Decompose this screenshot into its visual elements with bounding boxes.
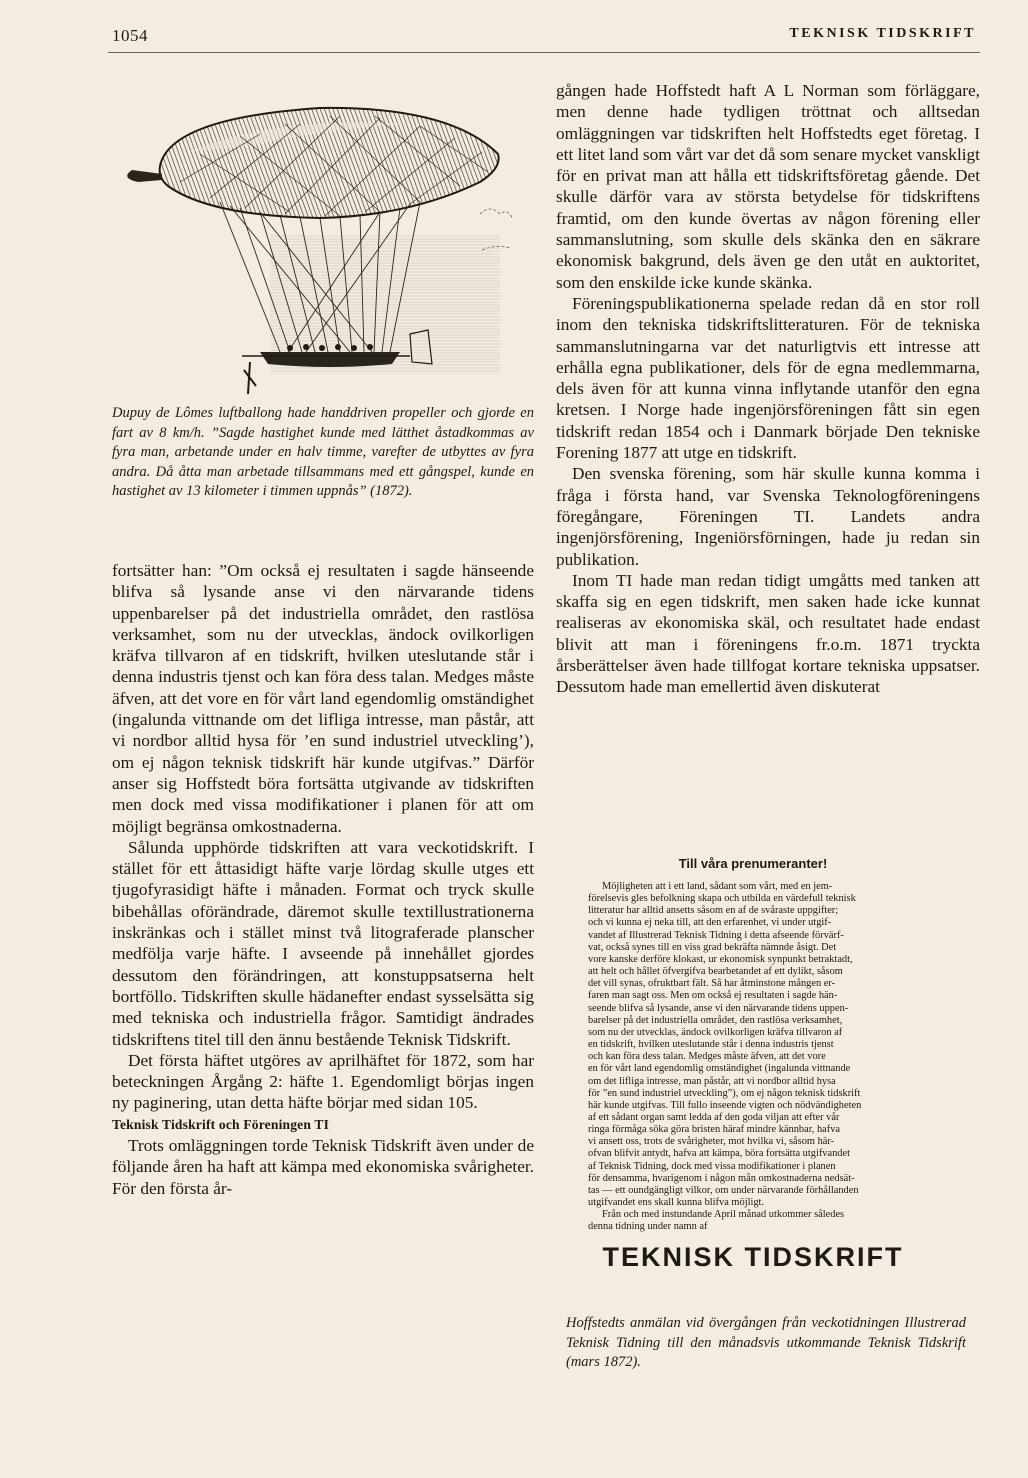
announcement-line: förelsevis gles befolkning skapa och utbilda en värdefull teknisk bbox=[588, 893, 856, 905]
body-paragraph: Inom TI hade man redan tidigt umgåtts med tanken att skaffa sig en egen tidskrift, men saken hade icke kunnat realiseras av ekonomiska skäl, och resultatet hade endast blivit att man i föreningens fr.o.m. 1871 tryckta årsberättelser även hade tillfogat kortare tekniska uppsatser. Dessutom hade man emellertid även diskuterat bbox=[556, 570, 980, 697]
right-column bbox=[556, 80, 980, 698]
body-paragraph: Föreningspublikationerna spelade redan då en stor roll inom den tekniska tidskriftslitteraturen. För de tekniska sammanslutningarna var det naturligtvis ett intresse att erhålla egna publikationer, dels för de egna medlemmarna, dels även för att kunna vinna inflytande utanför den egna kretsen. I Norge hade ingenjörsföreningen fått sin egen tidskrift redan 1854 och i Danmark började Den tekniske Forening 1877 att utge en tidskrift. bbox=[556, 293, 980, 463]
announcement-line: utgifvandet ens skall kunna blifva möjligt. bbox=[588, 1197, 765, 1209]
announcement-line: att helt och hållet öfvergifva bearbetandet af ett dylikt, såsom bbox=[588, 966, 843, 978]
announcement-body bbox=[588, 881, 918, 1234]
announcement-line: och vi kunna ej neka till, att den erfarenhet, vi under utgif- bbox=[588, 917, 832, 929]
announcement-line: tas — ett oundgängligt vilkor, om under närvarande förhållanden bbox=[588, 1184, 859, 1196]
announcement-caption: Hoffstedts anmälan vid övergången från veckotidningen Illustrerad Teknisk Tidning till den månadsvis utkommande Teknisk Tidskrift (mars 1872). bbox=[566, 1315, 966, 1371]
announcement-line: vore kanske derföre klokast, ur ekonomisk synpunkt betraktadt, bbox=[588, 953, 853, 965]
body-paragraph: Sålunda upphörde tidskriften att vara veckotidskrift. I stället för ett åttasidigt häfte varje lördag skulle utges ett tjugofyrasidigt häfte i månaden. Format och tryck skulle bibehållas oförändrade, däremot skulle textillustrationerna inskränkas och i stället minst två litograferade planscher medfölja varje häfte. I avseende på innehållet gjordes dessutom den förändringen, att konstuppsatserna helt bortföllo. Tidskriften skulle hädanefter endast sysselsätta sig med tekniska och industriella frågor. Samtidigt ändrades tidskriftens titel till den ännu bestående Teknisk Tidskrift. bbox=[112, 837, 534, 1049]
announcement-line: vandet af Illustrerad Teknisk Tidning i detta afseende förvärf- bbox=[588, 929, 844, 941]
announcement-line: för ”en sund industriel utveckling”), om ej någon teknisk tidskrift bbox=[588, 1087, 861, 1099]
body-paragraph: Den svenska förening, som här skulle kunna komma i fråga i första hand, var Svenska Teknologföreningens föregångare, Föreningen TI. Landets andra ingenjörsförening, Ingeniörsförningen, hade ju redan sin publikation. bbox=[556, 464, 980, 569]
body-paragraph: gången hade Hoffstedt haft A L Norman som förläggare, men denne hade tydligen tröttnat och alltsedan omläggningen var tidskriften helt Hoffstedts eget företag. I ett litet land som vårt var det då som senare mycket vanskligt för en privat man att hålla ett tidskriftsföretag gående. Det skulle därför vara av största betydelse för tidskriftens framtid, om den kunde övertas av någon förening eller sammanslutning, som skulle dels skänka den en säkrare ekonomisk bakgrund, dels även ge den utåt en auktoritet, som den enskilde icke kunde skänka. bbox=[556, 81, 980, 292]
airship-engraving-icon bbox=[110, 94, 540, 404]
announcement-line: för densamma, hvarigenom i någon mån omkostnaderna nedsät- bbox=[588, 1172, 855, 1184]
airship-illustration bbox=[110, 94, 540, 404]
announcement-line: af ett sådant organ samt ledda af den goda viljan att efter vår bbox=[588, 1111, 840, 1123]
announcement-line: litteratur har alltid ansetts såsom en af de svåraste uppgifter; bbox=[588, 905, 839, 917]
header-rule bbox=[108, 52, 980, 53]
announcement-line: Möjligheten att i ett land, sådant som vårt, med en jem- bbox=[602, 881, 833, 892]
announcement-line: Från och med instundande April månad utkommer således bbox=[602, 1209, 845, 1221]
announcement-line: barelser på det industriella området, den rastlösa verksamhet, bbox=[588, 1014, 843, 1026]
body-paragraph: Det första häftet utgöres av aprilhäftet för 1872, som har beteckningen Årgång 2: häfte 1. Egendomligt börjas ingen ny paginering, utan detta häfte börjar med sidan 105. bbox=[112, 1050, 534, 1113]
announcement-line: seende blifva så lysande, anse vi den närvarande tidens uppen- bbox=[588, 1002, 849, 1014]
announcement-line: en för vårt land egendomlig omständighet (ingalunda vittnande bbox=[588, 1063, 851, 1075]
page-number: 1054 bbox=[112, 26, 148, 45]
subscriber-announcement bbox=[588, 856, 918, 1273]
section-heading: Teknisk Tidskrift och Föreningen TI bbox=[112, 1116, 330, 1132]
announcement-line: och kan föra dess talan. Medges måste äfven, att det vore bbox=[588, 1051, 826, 1063]
announcement-line: om det lifliga intresse, man påstår, att vi nordbor alltid hysa bbox=[588, 1075, 836, 1087]
announcement-title: Till våra prenumeranter! bbox=[678, 856, 828, 871]
figure-caption: Dupuy de Lômes luftballong hade handdriven propeller och gjorde en fart av 8 km/h. ”Sagde hastighet kunde med lätthet åstadkommas av fyra man, arbetande under en halv timme, varefter de utbyttes av fyra andra. Då åtta man arbetade tillsammans med ett gångspel, kunde en hastighet av 13 kilometer i timmen uppnås” (1872). bbox=[112, 405, 534, 499]
announcement-line: här kunde utgifvas. Till fullo inseende vigten och nödvändigheten bbox=[588, 1099, 862, 1111]
announcement-line: af Teknisk Tidning, dock med vissa modifikationer i planen bbox=[588, 1160, 836, 1172]
announcement-line: som nu der utvecklas, ändock ovilkorligen kräfva tillvaron af bbox=[588, 1026, 843, 1038]
left-column bbox=[112, 560, 534, 1199]
announcement-line: denna tidning under namn af bbox=[588, 1221, 708, 1233]
announcement-line: vi ansett oss, trots de svårigheter, mot hvilka vi, såsom här- bbox=[588, 1136, 835, 1148]
body-paragraph: Trots omläggningen torde Teknisk Tidskrift även under de följande åren ha haft att kämpa med ekonomiska svårigheter. För den första år- bbox=[112, 1136, 534, 1198]
announcement-line: det vill synas, ofruktbart fält. Så har åtminstone mången er- bbox=[588, 978, 836, 990]
announcement-magazine-name: TEKNISK TIDSKRIFT bbox=[602, 1241, 904, 1272]
announcement-line: vat, också synes till en viss grad bekräfta nämnde åsigt. Det bbox=[588, 941, 837, 953]
announcement-line: ofvan blifvit antydt, hafva att kämpa, böra fortsätta utgifvandet bbox=[588, 1148, 850, 1160]
announcement-line: ringa förmåga söka göra bristen häraf mindre kännbar, hafva bbox=[588, 1124, 841, 1136]
running-header: TEKNISK TIDSKRIFT bbox=[789, 26, 976, 41]
body-paragraph: fortsätter han: ”Om också ej resultaten i sagde hänseende blifva så lysande anse vi den närvarande tidens uppenbarelser på det industriella området, den rastlösa verksamhet, som nu der utvecklas, ändock ovilkorligen kräfva tillvaron af en tidskrift, hvilken uteslutande står i denna industris tjenst och kan föra dess talan. Medges måste äfven, att det vore en för vårt land egendomlig omständighet (ingalunda vittnande om det lifliga intresse, man påstår, att vi nordbor alltid hysa för ’en sund industriel utveckling’), om ej någon teknisk tidskrift här kunde utgifvas.” Därför anser sig Hoffstedt böra fortsätta utgivande av tidskriften men dock med vissa modifikationer i planen för att om möjligt begränsa omkostnaderna. bbox=[112, 561, 534, 836]
announcement-line: en tidskrift, hvilken uteslutande står i denna industris tjenst bbox=[588, 1039, 834, 1051]
announcement-line: faren man sagt oss. Men om också ej resultaten i sagde hän- bbox=[588, 990, 838, 1002]
